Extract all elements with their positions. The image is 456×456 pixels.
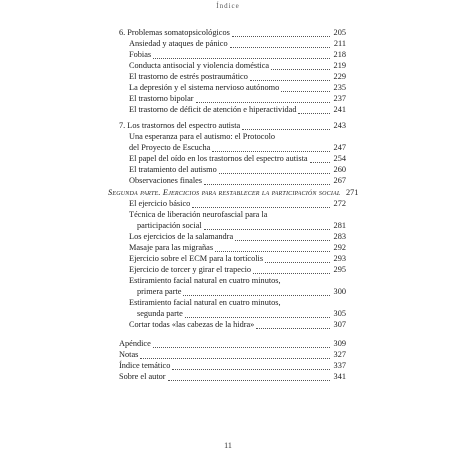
toc-entry <box>137 308 346 319</box>
dot-leader <box>204 177 330 185</box>
toc-entry <box>129 297 346 308</box>
toc-entry-page: 293 <box>333 254 346 263</box>
toc-entry-label: primera parte <box>137 287 182 296</box>
toc-entry-label: Conducta antisocial y violencia doméstica <box>129 61 270 70</box>
dot-leader <box>196 95 330 103</box>
dot-leader <box>140 351 330 359</box>
dot-leader <box>212 144 330 152</box>
toc-entry-label: Estiramiento facial natural en cuatro minutos, <box>129 276 281 285</box>
leader-spacer <box>277 133 330 140</box>
toc-entry-page: 254 <box>333 154 346 163</box>
toc-entry-appendix <box>119 338 346 349</box>
toc-entry-page: 241 <box>333 105 346 114</box>
dot-leader <box>281 84 330 92</box>
toc-entry-about-author <box>119 371 346 382</box>
leader-spacer <box>269 211 330 218</box>
dot-leader <box>168 373 330 381</box>
dot-leader <box>232 29 330 37</box>
toc-entry-label: Apéndice <box>119 339 151 348</box>
dot-leader <box>215 244 330 252</box>
toc-entry-page: 292 <box>333 243 346 252</box>
dot-leader <box>172 362 330 370</box>
toc-entry-label: El papel del oído en los trastornos del espectro autista <box>129 154 308 163</box>
toc-entry-page: 283 <box>333 232 346 241</box>
toc-entry-label: Masaje para las migrañas <box>129 243 214 252</box>
toc-entry-page: 219 <box>333 61 346 70</box>
toc-entry-chapter-6 <box>119 27 346 38</box>
toc-entry-label: El trastorno bipolar <box>129 94 194 103</box>
toc-entry <box>129 253 346 264</box>
toc-entry-label: El trastorno de estrés postraumático <box>129 72 248 81</box>
dot-leader <box>271 62 330 70</box>
toc-entry <box>129 82 346 93</box>
toc-entry <box>129 175 346 186</box>
toc-entry-label: Ejercicio de torcer y girar el trapecio <box>129 265 252 274</box>
toc-entry <box>129 209 346 220</box>
toc-entry-label: La depresión y el sistema nervioso autónomo <box>129 83 280 92</box>
toc-entry-label: Estiramiento facial natural en cuatro minutos, <box>129 298 281 307</box>
dot-leader <box>153 340 330 348</box>
toc-entry <box>129 38 346 49</box>
page-number: 11 <box>224 441 232 450</box>
toc-entry-label: Los ejercicios de la salamandra <box>129 232 234 241</box>
toc-entry-page: 337 <box>333 361 346 370</box>
toc-entry-part-two <box>108 187 359 198</box>
toc-entry-label: del Proyecto de Escucha <box>129 143 211 152</box>
dot-leader <box>204 222 330 230</box>
toc-entry-index <box>119 360 346 371</box>
toc-entry-page: 341 <box>333 372 346 381</box>
dot-leader <box>153 51 330 59</box>
toc-entry-page: 243 <box>333 121 346 130</box>
dot-leader <box>230 40 330 48</box>
toc-entry-page: 309 <box>333 339 346 348</box>
toc-entry-label: Cortar todas «las cabezas de la hidra» <box>129 320 255 329</box>
toc-entry-page: 237 <box>333 94 346 103</box>
dot-leader <box>183 288 330 296</box>
toc-entry-page: 235 <box>333 83 346 92</box>
toc-entry-page: 229 <box>333 72 346 81</box>
toc-entry-label: El trastorno de déficit de atención e hiperactividad <box>129 105 297 114</box>
toc-entry-chapter-7 <box>119 120 346 131</box>
toc-entry <box>129 49 346 60</box>
toc-entry-page: 327 <box>333 350 346 359</box>
dot-leader <box>250 73 330 81</box>
toc-entry <box>129 275 346 286</box>
toc-entry-label: 7. Los trastornos del espectro autista <box>119 121 241 130</box>
toc-entry-page: 260 <box>333 165 346 174</box>
dot-leader <box>256 321 330 329</box>
toc-entry <box>129 319 346 330</box>
toc-entry-label: 6. Problemas somatopsicológicos <box>119 28 230 37</box>
toc-entry-label: segunda parte <box>137 309 183 318</box>
toc-entry <box>129 242 346 253</box>
toc-entry-label: Técnica de liberación neurofascial para la <box>129 210 268 219</box>
leader-spacer <box>283 277 330 284</box>
toc-entry-page: 272 <box>333 199 346 208</box>
toc-entry-label: Una esperanza para el autismo: el Protocolo <box>129 132 276 141</box>
toc-entry <box>129 264 346 275</box>
toc-entry <box>129 104 346 115</box>
toc-entry-page: 300 <box>333 287 346 296</box>
toc-entry-label: participación social <box>137 221 202 230</box>
dot-leader <box>265 255 330 263</box>
toc-entry-label: Ansiedad y ataques de pánico <box>129 39 228 48</box>
toc-entry-label: Sobre el autor <box>119 372 166 381</box>
toc-entry-label: Fobias <box>129 50 152 59</box>
toc-entry-page: 295 <box>333 265 346 274</box>
toc-entry-page: 247 <box>333 143 346 152</box>
toc-entry-page: 211 <box>333 39 346 48</box>
toc-entry-page: 271 <box>346 188 359 197</box>
toc-entry-label: El tratamiento del autismo <box>129 165 217 174</box>
dot-leader <box>310 155 330 163</box>
toc-entry-page: 267 <box>333 176 346 185</box>
toc-entry <box>137 286 346 297</box>
toc-entry <box>129 231 346 242</box>
toc-entry <box>129 142 346 153</box>
toc-entry-label: El ejercicio básico <box>129 199 191 208</box>
dot-leader <box>219 166 330 174</box>
toc-entry-label: Segunda parte. Ejercicios para restablecer la participación social <box>108 188 341 197</box>
toc-entry <box>129 131 346 142</box>
toc-entry-label: Índice temático <box>119 361 171 370</box>
running-header: Índice <box>216 2 240 10</box>
dot-leader <box>185 310 330 318</box>
toc-entry-label: Notas <box>119 350 139 359</box>
toc-entry-notes <box>119 349 346 360</box>
dot-leader <box>242 122 330 130</box>
toc-entry-label: Ejercicio sobre el ECM para la tortícolis <box>129 254 264 263</box>
toc-entry <box>137 220 346 231</box>
toc-entry-label: Observaciones finales <box>129 176 203 185</box>
dot-leader <box>235 233 330 241</box>
dot-leader <box>298 106 330 114</box>
toc-entry <box>129 93 346 104</box>
toc-entry-page: 307 <box>333 320 346 329</box>
toc-entry <box>129 153 346 164</box>
toc-entry-page: 305 <box>333 309 346 318</box>
dot-leader <box>192 200 330 208</box>
leader-spacer <box>283 299 330 306</box>
dot-leader <box>253 266 330 274</box>
toc-entry <box>129 198 346 209</box>
toc-entry <box>129 71 346 82</box>
toc-entry-page: 218 <box>333 50 346 59</box>
toc-entry <box>129 60 346 71</box>
toc-entry-page: 205 <box>333 28 346 37</box>
toc-entry-page: 281 <box>333 221 346 230</box>
toc-entry <box>129 164 346 175</box>
